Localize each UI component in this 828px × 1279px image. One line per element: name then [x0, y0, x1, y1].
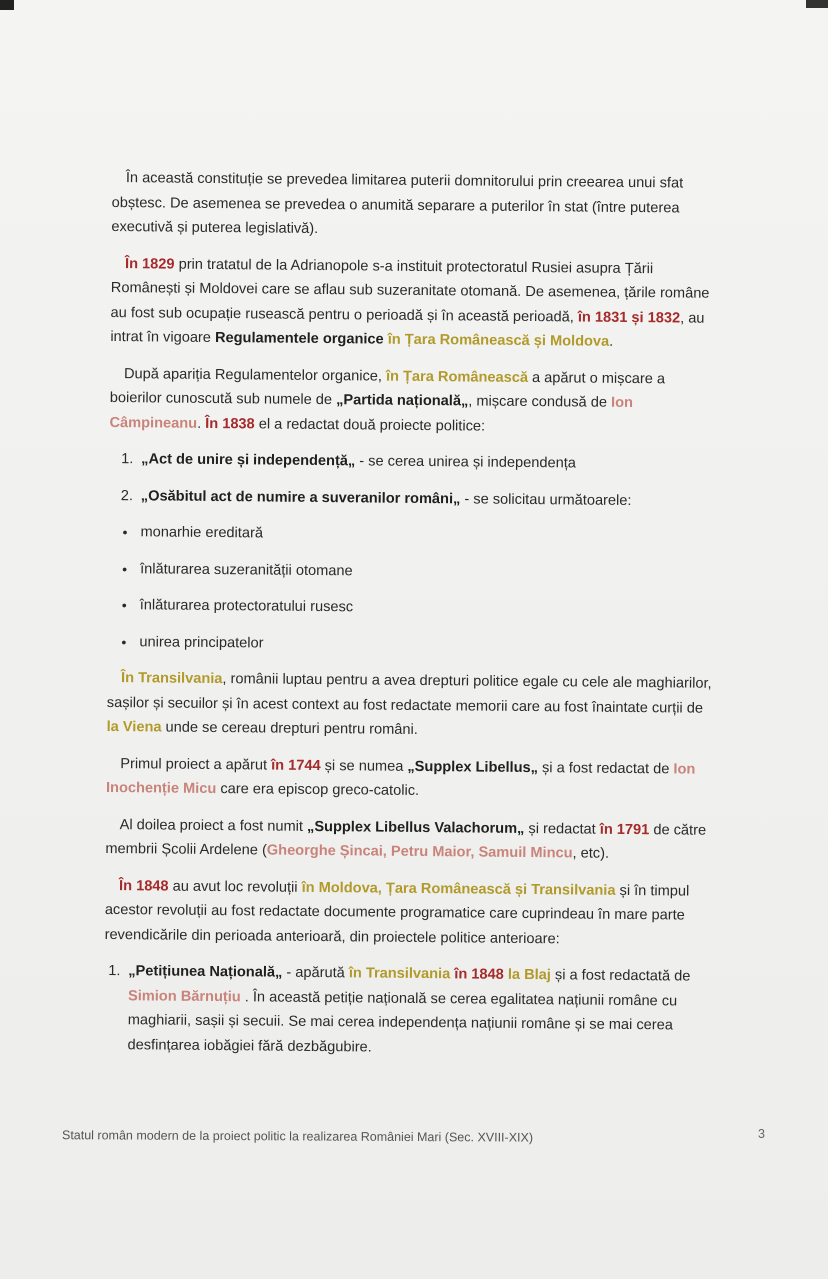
- highlight-place: la Blaj: [507, 966, 551, 984]
- highlight-year: în 1791: [599, 821, 650, 838]
- highlight-person: Gheorghe Șincai, Petru Maior, Samuil Mincu: [266, 842, 573, 862]
- bullet-icon: •: [122, 560, 128, 577]
- list-item: • monarhie ereditară: [108, 520, 714, 550]
- paragraph-supplex-1744: Primul proiect a apărut în 1744 și se numea „Supplex Libellus„ și a fost redactat de Ion Inochenție Micu care era episcop greco-catolic.: [105, 755, 696, 799]
- bold-term: „Supplex Libellus„: [407, 758, 539, 776]
- list-item: 1. „Petițiunea Națională„ - apărută în Transilvania în 1848 la Blaj și a fost redactată de Simion Bărnuțiu . În această petiție națională se cerea egalitatea națiunii române cu maghiarii, sașii și secuii. Se mai cerea independența națiunii române și se mai cerea desfințarea iobăgiei fără dezbăgubire.: [108, 963, 691, 1056]
- bold-term: „Partida națională„: [336, 392, 469, 410]
- highlight-place: În Transilvania: [121, 670, 223, 688]
- list-item: 2. „Osăbitul act de numire a suveranilor români„ - se solicitau următoarele:: [120, 487, 632, 509]
- bold-term: „Supplex Libellus Valachorum„: [306, 818, 525, 837]
- highlight-person: Simion Bărnuțiu: [127, 987, 241, 1005]
- highlight-year: în 1744: [271, 757, 321, 774]
- bullet-icon: •: [121, 597, 127, 614]
- highlight-year: în 1831 și 1832: [577, 308, 681, 326]
- bullet-list-demands: [107, 520, 714, 660]
- paragraph-supplex-1791: Al doilea proiect a fost numit „Supplex Libellus Valachorum„ și redactat în 1791 de către membrii Școlii Ardelene (Gheorghe Șincai, Petru Maior, Samuil Mincu, etc).: [105, 816, 707, 862]
- document-body: [103, 166, 718, 1063]
- numbered-list-1848-documents: [103, 959, 710, 1063]
- list-item: 1. „Act de unire și independență„ - se cerea unirea și independența: [121, 451, 577, 472]
- page-number: 3: [758, 1127, 765, 1141]
- highlight-place: la Viena: [106, 718, 162, 736]
- page-footer: Statul român modern de la proiect politic la realizarea României Mari (Sec. XVIII-XIX): [61, 1128, 534, 1145]
- highlight-year: În 1829: [124, 255, 175, 273]
- paragraph-partida-nationala: După apariția Regulamentelor organice, în Țara Românească a apărut o mișcare a boierilor cunoscută sub numele de „Partida națională„, mișcare condusă de Ion Câmpineanu. În 1838 el a redactat două proiecte politice:: [109, 365, 666, 435]
- list-item: • înlăturarea suzeranității otomane: [108, 556, 714, 586]
- paragraph-constitution: În această constituție se prevedea limitarea puterii domnitorului prin creearea unui sfat obștesc. De asemenea se prevedea o anumită separare a puterilor în stat (între puterea executivă și puterea legislativă).: [111, 170, 684, 237]
- bullet-icon: •: [122, 524, 128, 541]
- paragraph-1848: În 1848 au avut loc revoluții în Moldova, Țara Românească și Transilvania și în timpul acestor revoluții au fost redactate documente programatice care cuprindeau în mare parte revendicările din perioada anterioară, din proiectele politice anterioare:: [104, 877, 690, 947]
- highlight-year: în 1848: [454, 966, 504, 983]
- bold-term: Regulamentele organice: [214, 329, 384, 348]
- highlight-person: Ion Câmpineanu: [109, 394, 634, 432]
- highlight-place: în Țara Românească și Moldova: [387, 331, 610, 350]
- bullet-icon: •: [121, 633, 127, 650]
- highlight-place: în Moldova, Țara Românească și Transilvania: [301, 879, 616, 899]
- highlight-year: În 1838: [205, 415, 255, 432]
- scan-corner-mark: [0, 0, 14, 10]
- list-item: • înlăturarea protectoratului rusesc: [108, 593, 714, 623]
- list-item: • unirea principatelor: [107, 629, 713, 659]
- highlight-place: în Transilvania: [348, 965, 451, 983]
- scan-corner-mark: [806, 0, 828, 8]
- highlight-person: Ion Inochenție Micu: [105, 760, 696, 798]
- paragraph-1829: În 1829 prin tratatul de la Adrianopole s-a instituit protectoratul Rusiei asupra Țării Românești și Moldovei care se aflau sub suzeranitate otomană. De asemenea, țările române au fost sub ocupație rusească pentru o perioadă și în această perioadă, în 1831 și 1832, au intrat în vigoare Regulamentele organice în Țara Românească și Moldova.: [110, 255, 710, 350]
- highlight-place: în Țara Românească: [385, 368, 529, 386]
- paragraph-transilvania: În Transilvania, românii luptau pentru a avea drepturi politice egale cu cele ale maghiarilor, sașilor și secuilor și în acest context au fost redactate memorii care au fost înaintate curții de la Viena unde se cereau drepturi pentru români.: [106, 670, 712, 738]
- numbered-list-projects: [109, 447, 716, 514]
- highlight-year: În 1848: [119, 877, 169, 895]
